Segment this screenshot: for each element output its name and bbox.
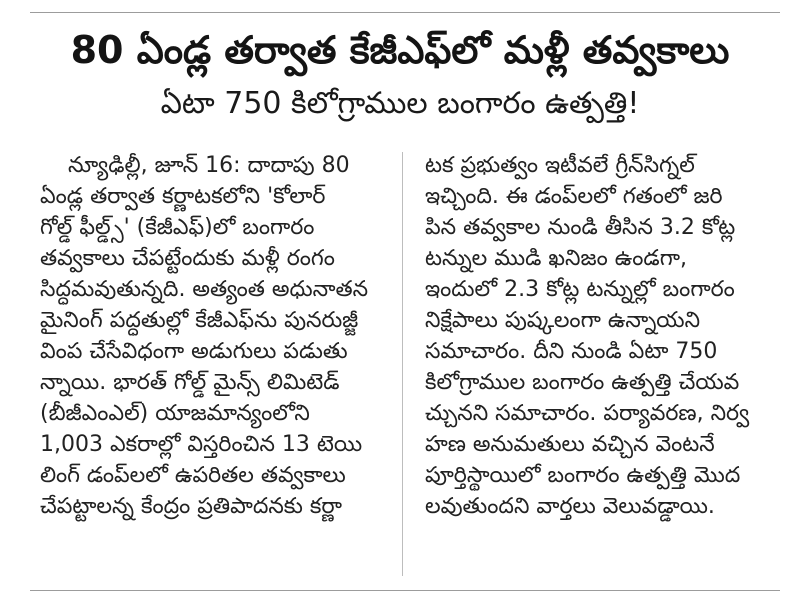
body-line: చ్చునని సమాచారం. పర్యావరణ, నిర్వ bbox=[425, 401, 750, 426]
subheadline: ఏటా 750 కిలోగ్రాముల బంగారం ఉత్పత్తి! bbox=[160, 86, 640, 121]
body-line: సమాచారం. దీని నుండి ఏటా 750 bbox=[425, 339, 718, 364]
left-column bbox=[40, 150, 380, 522]
body-line: టన్నుల ముడి ఖనిజం ఉండగా, bbox=[425, 246, 687, 271]
body-line: టక ప్రభుత్వం ఇటీవలే గ్రీన్‌సిగ్నల్ bbox=[425, 153, 695, 178]
body-line: సిద్ధమవుతున్నది. అత్యంత అధునాతన bbox=[40, 277, 369, 302]
body-line: 1,003 ఎకరాల్లో విస్తరించిన 13 టెయి bbox=[40, 432, 363, 457]
body-line: ఇచ్చింది. ఈ డంప్‌లలో గతంలో జరి bbox=[425, 184, 723, 209]
column-divider bbox=[402, 152, 403, 576]
body-line: (బీజీఎంఎల్) యాజమాన్యంలోని bbox=[40, 401, 310, 426]
body-line: గోల్డ్ ఫీల్డ్స్' (కేజీఎఫ్)లో బంగారం bbox=[40, 215, 315, 240]
bottom-rule bbox=[30, 590, 780, 591]
body-line: వింప చేసేవిధంగా అడుగులు పడుతు bbox=[40, 339, 348, 364]
body-line: తవ్వకాలు చేపట్టేందుకు మళ్లీ రంగం bbox=[40, 246, 335, 271]
body-line: హణ అనుమతులు వచ్చిన వెంటనే bbox=[425, 432, 715, 457]
headline: 80 ఏండ్ల తర్వాత కేజీఎఫ్‌లో మళ్లీ తవ్వకాలు bbox=[70, 28, 730, 72]
body-line: పిన తవ్వకాల నుండి తీసిన 3.2 కోట్ల bbox=[425, 215, 736, 240]
body-line: లింగ్ డంప్‌లలో ఉపరితల తవ్వకాలు bbox=[40, 463, 346, 488]
body-line: న్నాయి. భారత్ గోల్డ్ మైన్స్ లిమిటెడ్ bbox=[40, 370, 340, 395]
body-line: కిలోగ్రాముల బంగారం ఉత్పత్తి చేయవ bbox=[425, 370, 740, 395]
body-line: పూర్తిస్థాయిలో బంగారం ఉత్పత్తి మొద bbox=[425, 463, 741, 488]
body-line: ఏండ్ల తర్వాత కర్ణాటకలోని 'కోలార్ bbox=[40, 184, 326, 209]
top-rule bbox=[30, 12, 780, 13]
right-column bbox=[425, 150, 765, 522]
body-line: న్యూఢిల్లీ, జూన్ 16: దాదాపు 80 bbox=[68, 153, 350, 178]
body-line: ఇందులో 2.3 కోట్ల టన్నుల్లో బంగారం bbox=[425, 277, 735, 302]
body-line: చేపట్టాలన్న కేంద్రం ప్రతిపాదనకు కర్ణా bbox=[40, 494, 342, 519]
body-line: మైనింగ్ పద్ధతుల్లో కేజీఎఫ్‌ను పునరుజ్జీ bbox=[40, 308, 359, 333]
body-line: నిక్షేపాలు పుష్కలంగా ఉన్నాయని bbox=[425, 308, 701, 333]
body-line: లవుతుందని వార్తలు వెలువడ్డాయి. bbox=[425, 494, 715, 519]
